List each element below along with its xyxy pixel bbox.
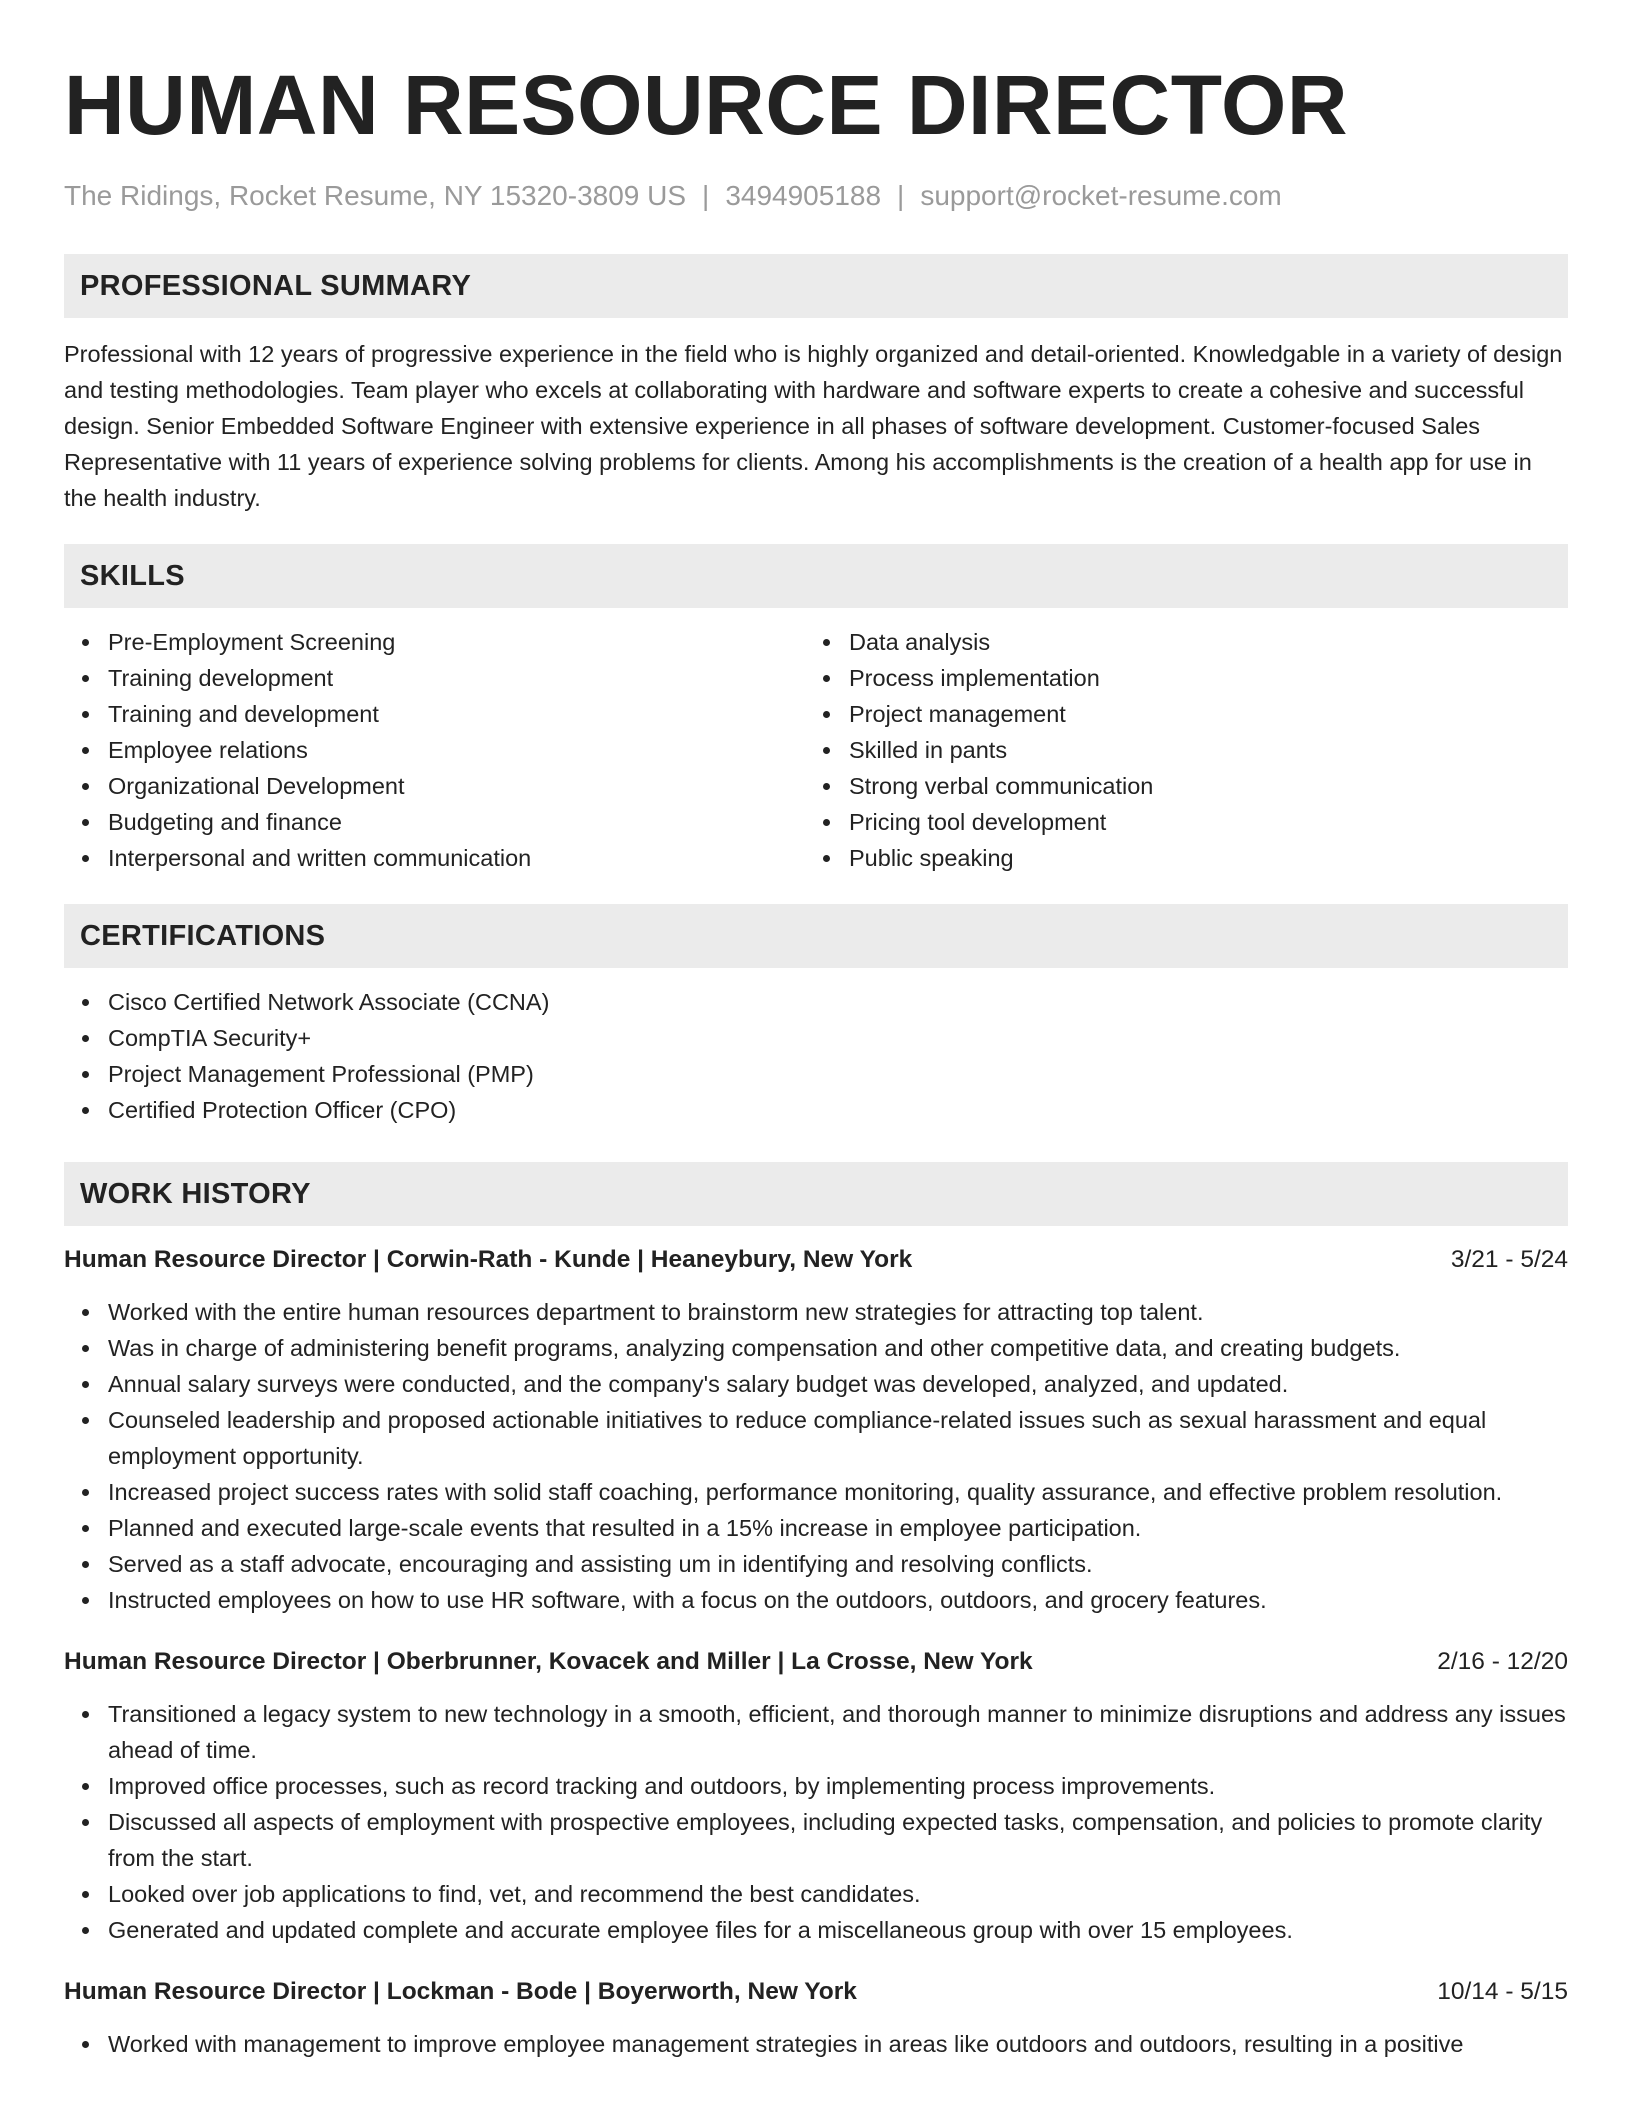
resume-name: HUMAN RESOURCE DIRECTOR [64,58,1349,152]
job-bullet: Planned and executed large-scale events that resulted in a 15% increase in employee participation. [108,1510,1568,1546]
job-bullet-list [64,1294,1568,1618]
job-bullet: Transitioned a legacy system to new technology in a smooth, efficient, and thorough manner to minimize disruptions and address any issues ahead of time. [108,1696,1568,1768]
summary-text: Professional with 12 years of progressive experience in the field who is highly organized and detail-oriented. Knowledgable in a variety of design and testing methodologies. Team player who excels at collaborating with hardware and software experts to create a cohesive and successful design. Senior Embedded Software Engineer with extensive experience in all phases of software development. Customer-focused Sales Representative with 11 years of experience solving problems for clients. Among his accomplishments is the creation of a health app for use in the health industry. [64,341,1563,511]
job-bullet: Increased project success rates with solid staff coaching, performance monitoring, quality assurance, and effective problem resolution. [108,1474,1568,1510]
work-history-heading: WORK HISTORY [64,1162,1568,1226]
skill-item: Strong verbal communication [849,768,1546,804]
job-dates: 2/16 - 12/20 [1437,1648,1568,1675]
job-bullet: Annual salary surveys were conducted, and the company's salary budget was developed, analyzed, and updated. [108,1366,1568,1402]
job-bullet: Improved office processes, such as record tracking and outdoors, by implementing process improvements. [108,1768,1568,1804]
job-dates: 10/14 - 5/15 [1437,1978,1568,2005]
skills-column-left [64,624,805,876]
job-title: Human Resource Director | Oberbrunner, Kovacek and Miller | La Crosse, New York [64,1648,1033,1675]
job-entry [64,1644,1568,1948]
job-bullet: Worked with management to improve employee management strategies in areas like outdoors and outdoors, resulting in a positive [108,2026,1568,2062]
job-dates: 3/21 - 5/24 [1450,1246,1568,1273]
skill-item: Training and development [108,696,805,732]
job-bullet-list [64,2026,1568,2062]
job-bullet-list [64,1696,1568,1948]
skill-item: Skilled in pants [849,732,1546,768]
email-link[interactable]: support@rocket-resume.com [920,180,1282,211]
skill-item: Employee relations [108,732,805,768]
job-entry [64,1242,1568,1618]
certifications-list [64,984,1568,1128]
separator: | [897,180,905,211]
skill-item: Pre-Employment Screening [108,624,805,660]
certification-item: Project Management Professional (PMP) [108,1056,1568,1092]
phone: 3494905188 [725,180,882,211]
job-title: Human Resource Director | Corwin-Rath - Kunde | Heaneybury, New York [64,1246,913,1273]
skill-item: Process implementation [849,660,1546,696]
skill-item: Data analysis [849,624,1546,660]
job-header [64,1974,1568,2010]
job-title: Human Resource Director | Lockman - Bode | Boyerworth, New York [64,1978,857,2005]
job-bullet: Looked over job applications to find, vet, and recommend the best candidates. [108,1876,1568,1912]
certification-item: Cisco Certified Network Associate (CCNA) [108,984,1568,1020]
skills-column-right [805,624,1546,876]
job-header [64,1644,1568,1680]
skill-item: Project management [849,696,1546,732]
skill-item: Budgeting and finance [108,804,805,840]
skill-item: Training development [108,660,805,696]
job-entry [64,1974,1568,2062]
certification-item: Certified Protection Officer (CPO) [108,1092,1568,1128]
certifications-heading: CERTIFICATIONS [64,904,1568,968]
address: The Ridings, Rocket Resume, NY 15320-3809 US [64,180,687,211]
skills-list [64,624,1568,876]
skill-item: Public speaking [849,840,1546,876]
contact-line [64,180,1568,212]
skills-heading: SKILLS [64,544,1568,608]
job-bullet: Worked with the entire human resources department to brainstorm new strategies for attracting top talent. [108,1294,1568,1330]
job-bullet: Was in charge of administering benefit programs, analyzing compensation and other competitive data, and creating budgets. [108,1330,1568,1366]
skill-item: Organizational Development [108,768,805,804]
certification-item: CompTIA Security+ [108,1020,1568,1056]
job-bullet: Generated and updated complete and accurate employee files for a miscellaneous group with over 15 employees. [108,1912,1568,1948]
separator: | [702,180,710,211]
job-bullet: Served as a staff advocate, encouraging and assisting um in identifying and resolving conflicts. [108,1546,1568,1582]
job-bullet: Counseled leadership and proposed actionable initiatives to reduce compliance-related issues such as sexual harassment and equal employment opportunity. [108,1402,1568,1474]
skill-item: Pricing tool development [849,804,1546,840]
job-bullet: Discussed all aspects of employment with prospective employees, including expected tasks, compensation, and policies to promote clarity from the start. [108,1804,1568,1876]
summary-heading: PROFESSIONAL SUMMARY [64,254,1568,318]
job-header [64,1242,1568,1278]
job-bullet: Instructed employees on how to use HR software, with a focus on the outdoors, outdoors, and grocery features. [108,1582,1568,1618]
skill-item: Interpersonal and written communication [108,840,805,876]
